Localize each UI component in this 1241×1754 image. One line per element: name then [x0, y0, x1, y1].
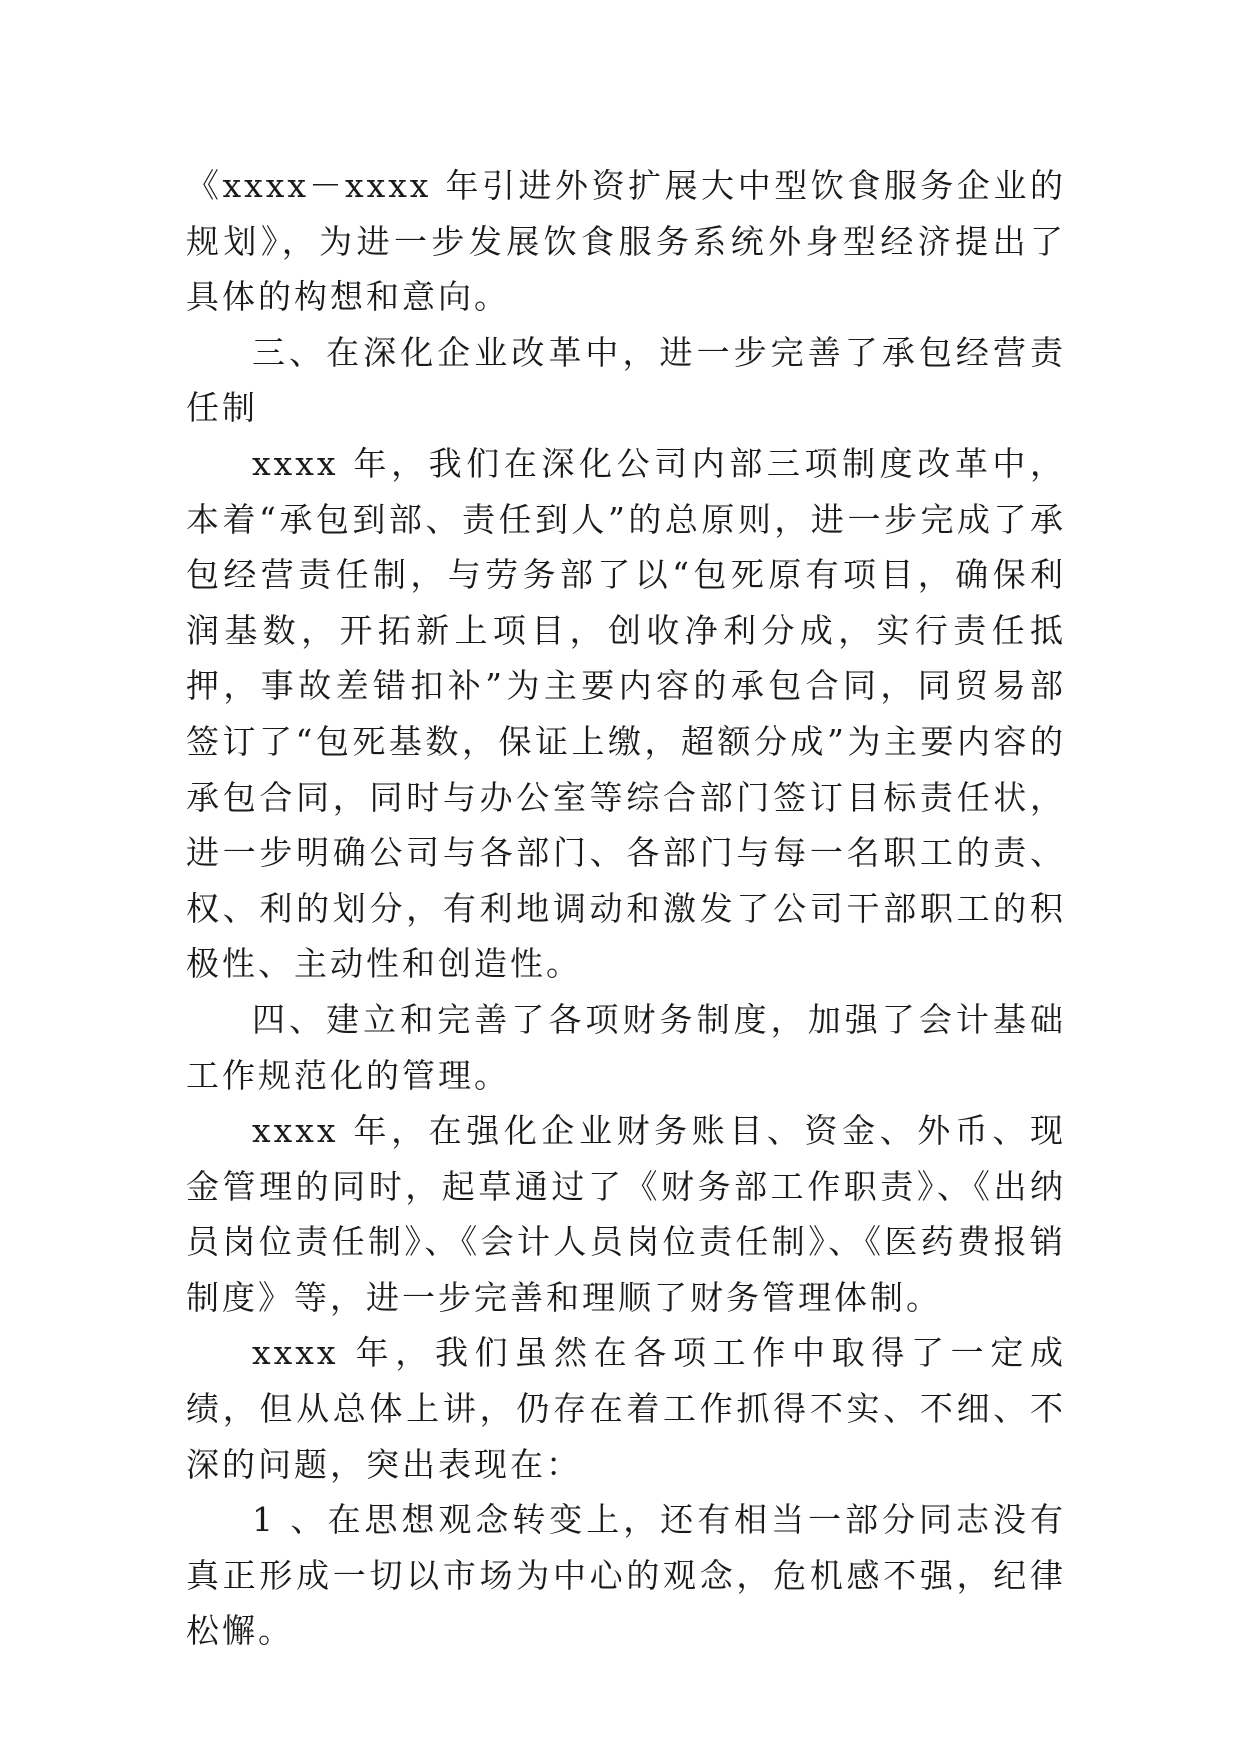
- paragraph-problems-summary: xxxx 年，我们虽然在各项工作中取得了一定成绩，但从总体上讲，仍存在着工作抓得不实、不细、不深的问题，突出表现在：: [186, 1333, 1066, 1484]
- section-heading-3: 三、在深化企业改革中，进一步完善了承包经营责任制: [186, 332, 1066, 428]
- document-body: [186, 158, 1066, 1659]
- paragraph-finance-rules: xxxx 年，在强化企业财务账目、资金、外币、现金管理的同时，起草通过了《财务部工作职责》、《出纳员岗位责任制》、《会计人员岗位责任制》、《医药费报销制度》等，进一步完善和理顺了财务管理体制。: [186, 1111, 1066, 1317]
- list-item-1: 1 、在思想观念转变上，还有相当一部分同志没有真正形成一切以市场为中心的观念，危机感不强，纪律松懈。: [186, 1500, 1066, 1651]
- paragraph-plan-continuation: 《xxxx－xxxx 年引进外资扩展大中型饮食服务企业的规划》，为进一步发展饮食服务系统外身型经济提出了具体的构想和意向。: [186, 166, 1066, 317]
- section-heading-4: 四、建立和完善了各项财务制度，加强了会计基础工作规范化的管理。: [186, 999, 1066, 1095]
- paragraph-contract-responsibility: xxxx 年，我们在深化公司内部三项制度改革中，本着“承包到部、责任到人”的总原则，进一步完成了承包经营责任制，与劳务部了以“包死原有项目，确保利润基数，开拓新上项目，创收净利分成，实行责任抵押，事故差错扣补”为主要内容的承包合同，同贸易部签订了“包死基数，保证上缴，超额分成”为主要内容的承包合同，同时与办公室等综合部门签订目标责任状，进一步明确公司与各部门、各部门与每一名职工的责、权、利的划分，有利地调动和激发了公司干部职工的积极性、主动性和创造性。: [186, 443, 1066, 984]
